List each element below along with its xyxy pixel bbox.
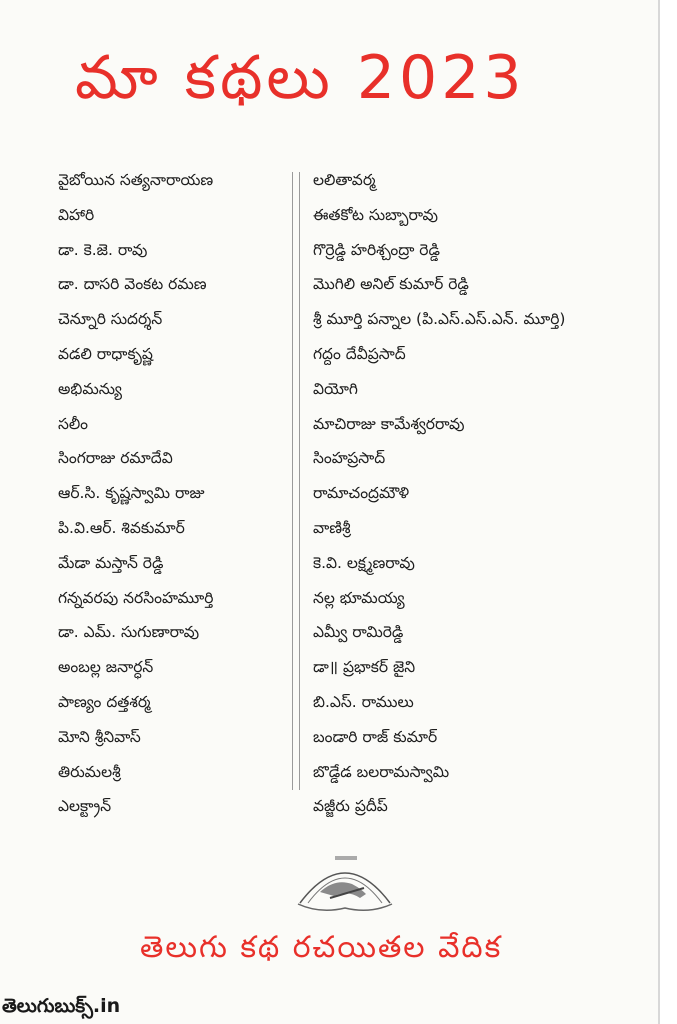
author-name: వడలి రాధాకృష్ణ bbox=[58, 344, 153, 363]
author-name: మొగిలి అనిల్ కుమార్ రెడ్డి bbox=[313, 275, 469, 294]
authors-left-column bbox=[58, 170, 288, 831]
author-name: ఈతకోట సుబ్బారావు bbox=[313, 205, 438, 224]
author-name: మాచిరాజు కామేశ్వరరావు bbox=[313, 414, 465, 433]
author-name: డా॥ ప్రభాకర్ జైని bbox=[313, 658, 416, 677]
author-name: ఎమ్వీ రామిరెడ్డి bbox=[313, 623, 404, 642]
author-name: సింగరాజు రమాదేవి bbox=[58, 449, 173, 468]
author-name: ఆర్.సి. కృష్ణస్వామి రాజు bbox=[58, 484, 205, 503]
author-name: వాణిశ్రీ bbox=[313, 518, 351, 537]
author-name: గద్దం దేవీప్రసాద్ bbox=[313, 344, 406, 363]
authors-right-column bbox=[313, 170, 643, 831]
author-name: గొర్రెడ్డి హరిశ్చంద్రా రెడ్డి bbox=[313, 240, 440, 259]
author-name: శ్రీ మూర్తి పన్నాల (పి.ఎస్.ఎస్.ఎన్. మూర్తి) bbox=[313, 310, 566, 329]
organization-logo bbox=[290, 848, 400, 918]
author-name: విహారి bbox=[58, 205, 95, 224]
author-name: లలితావర్మ bbox=[313, 171, 376, 189]
organization-name: తెలుగు కథ రచయితల వేదిక bbox=[140, 930, 503, 965]
author-name: డా. కె.జె. రావు bbox=[58, 240, 148, 259]
author-name: పి.వి.ఆర్. శివకుమార్ bbox=[58, 518, 185, 537]
author-name: సింహప్రసాద్ bbox=[313, 449, 386, 468]
column-divider bbox=[292, 172, 300, 790]
author-name: బండారి రాజ్ కుమార్ bbox=[313, 727, 438, 746]
author-name: కె.వి. లక్ష్మణరావు bbox=[313, 553, 415, 572]
author-name: ఎలక్ట్రాన్ bbox=[58, 797, 112, 816]
author-name: మేడా మస్తాన్ రెడ్డి bbox=[58, 553, 164, 572]
author-name: అభిమన్యు bbox=[58, 379, 122, 398]
author-name: బి.ఎస్. రాములు bbox=[313, 692, 414, 711]
author-name: పాణ్యం దత్తశర్మ bbox=[58, 692, 151, 711]
author-name: డా. ఎమ్. సుగుణారావు bbox=[58, 623, 200, 642]
author-name: నల్ల భూమయ్య bbox=[313, 588, 405, 607]
author-name: రామాచంద్రమౌళి bbox=[313, 484, 410, 503]
author-name: వియోగి bbox=[313, 379, 358, 398]
book-title: మా కథలు 2023 bbox=[75, 43, 526, 113]
author-name: సలీం bbox=[58, 414, 88, 433]
author-name: డా. దాసరి వెంకట రమణ bbox=[58, 275, 207, 294]
author-name: అంబల్ల జనార్ధన్ bbox=[58, 658, 154, 677]
author-name: గన్నవరపు నరసింహమూర్తి bbox=[58, 588, 214, 607]
author-name: వైబోయిన సత్యనారాయణ bbox=[58, 171, 214, 189]
page-edge bbox=[658, 0, 677, 1024]
author-name: వజ్జీరు ప్రదీప్ bbox=[313, 797, 388, 816]
author-name: మోని శ్రీనివాస్ bbox=[58, 727, 141, 746]
author-name: బొడ్డేడ బలరామస్వామి bbox=[313, 762, 450, 781]
website-watermark: తెలుగుబుక్స్.in bbox=[2, 995, 121, 1017]
author-name: చెన్నూరి సుదర్శన్ bbox=[58, 310, 163, 329]
author-name: తిరుమలశ్రీ bbox=[58, 762, 121, 781]
